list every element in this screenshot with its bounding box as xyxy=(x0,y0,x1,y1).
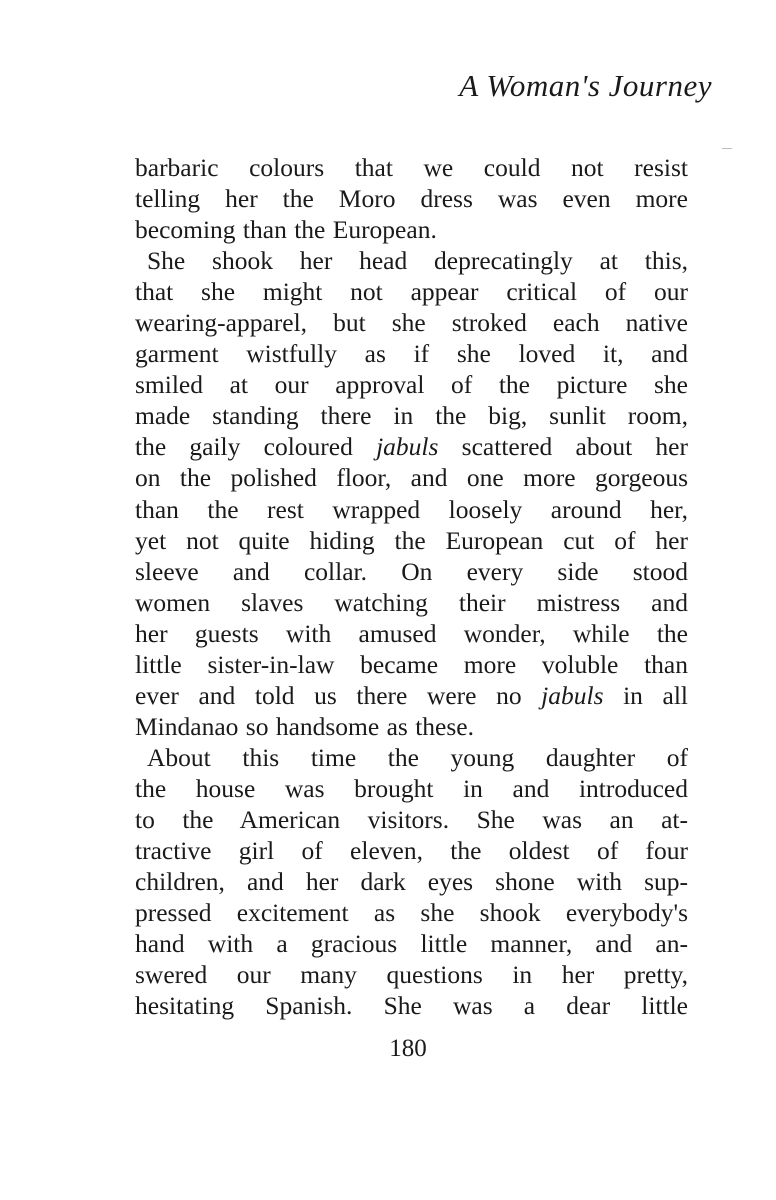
text-line: tractive girl of eleven, the oldest of four xyxy=(135,836,688,866)
text-line: Mindanao so handsome as these. xyxy=(135,711,474,741)
text-line: wearing-apparel, but she stroked each native xyxy=(135,308,688,338)
text-line: her guests with amused wonder, while the xyxy=(135,618,688,648)
text-line: She shook her head deprecatingly at this, xyxy=(147,246,688,276)
text-line xyxy=(135,680,688,711)
page-body xyxy=(135,152,688,1021)
text-segment: in all xyxy=(603,680,688,710)
text-line: that she might not appear critical of our xyxy=(135,277,688,307)
text-line: swered our many questions in her pretty, xyxy=(135,960,688,990)
text-line: yet not quite hiding the European cut of her xyxy=(135,525,688,555)
text-line: little sister-in-law became more voluble than xyxy=(135,649,688,679)
text-line xyxy=(135,431,688,462)
text-line: barbaric colours that we could not resist xyxy=(135,153,688,182)
text-line: the house was brought in and introduced xyxy=(135,773,688,803)
text-segment: scattered about her xyxy=(438,432,688,462)
text-line: becoming than the European. xyxy=(135,215,437,245)
text-line: on the polished floor, and one more gorgeous xyxy=(135,463,688,493)
page-number: 180 xyxy=(389,1035,427,1062)
italic-term: jabuls xyxy=(541,680,604,710)
text-line: garment wistfully as if she loved it, and xyxy=(135,339,688,369)
text-line: than the rest wrapped loosely around her, xyxy=(135,494,688,524)
text-line: pressed excitement as she shook everybody's xyxy=(135,898,688,928)
italic-term: jabuls xyxy=(376,432,439,462)
text-line: telling her the Moro dress was even more xyxy=(135,184,688,214)
text-line: smiled at our approval of the picture she xyxy=(135,370,688,400)
text-line: sleeve and collar. On every side stood xyxy=(135,556,688,586)
text-line: women slaves watching their mistress and xyxy=(135,587,688,617)
text-segment: ever and told us there were no xyxy=(135,680,542,710)
text-line: About this time the young daughter of xyxy=(147,742,688,772)
text-line: made standing there in the big, sunlit room, xyxy=(135,401,688,431)
margin-mark xyxy=(722,148,732,149)
text-line: hesitating Spanish. She was a dear little xyxy=(135,991,688,1021)
text-line: hand with a gracious little manner, and an- xyxy=(135,929,688,959)
text-line: children, and her dark eyes shone with sup- xyxy=(135,867,688,897)
text-line: to the American visitors. She was an at- xyxy=(135,804,688,834)
running-title: A Woman's Journey xyxy=(459,68,712,103)
text-segment: the gaily coloured xyxy=(135,432,377,462)
